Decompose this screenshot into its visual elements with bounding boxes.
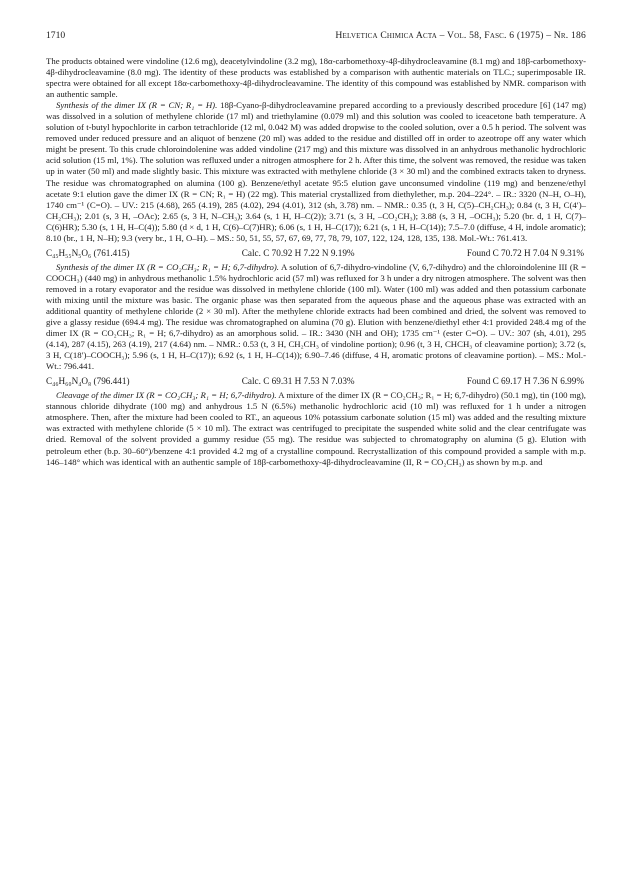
section-heading: Synthesis of the dimer IX (R = CO₂CH₃; R₁ = H; 6,7-dihydro). xyxy=(56,261,279,272)
page xyxy=(46,30,586,468)
section-cyano-dimer xyxy=(46,100,586,244)
section-cleavage xyxy=(46,390,586,467)
analysis-calc: Calc. C 69.31 H 7.53 N 7.03% xyxy=(241,376,355,387)
section-heading: Synthesis of the dimer IX (R = CN; R₁ = H). xyxy=(56,100,218,111)
running-header xyxy=(46,30,586,42)
analysis-found: Found C 69.17 H 7.36 N 6.99% xyxy=(466,376,584,387)
section-text: A solution of 6,7-dihydro-vindoline (V, 6,7-dihydro) and the chloroindolenine III (R = COOCH₃) (440 mg) in anhydrous methanolic 1.5% hydrochloric acid (57 ml) was refluxed for 3 h under a dry nitrogen atmosphere. The solvent was then removed in a rotary evaporator and the residue was dissolved in methylene chloride (100 ml). Water (100 ml) was added and then potassium carbonate with mixing until the mixture was basic. The organic phase was then separated from the aqueous phase and the aqueous phase was extracted with an additional quantity of methylene chloride (2 × 30 ml). After the methylene chloride extracts had been combined and dried, the solvent was removed to give a glassy residue (694.4 mg). The residue was chromatographed on alumina (70 g). Elution with benzene/diethyl ether 4:1 provided 248.4 mg of the dimer IX (R = CO₂CH₃; R₁ = H; 6,7-dihydro) as an amorphous solid. – IR.: 3430 (NH and OH); 1735 cm⁻¹ (ester C=O). – UV.: 307 (sh, 4.01), 295 (4.14), 287 (4.15), 263 (4.19), 217 (4.64) nm. – NMR.: 0.53 (t, 3 H, CH₂CH₃ of vindoline portion); 0.96 (t, 3 H, CHCH₃ of cleavamine portion); 3.72 (s, 3 H, C(18′)–COOCH₃); 5.96 (s, 1 H, H–C(17)); 6.92 (s, 1 H, H–C(14)); 6.90–7.46 (diffuse, 4 H, aromatic protons of cleavamine portion). – MS.: Mol.-Wt.: 796.441. xyxy=(46,261,586,372)
paragraph-products: The products obtained were vindoline (12.6 mg), deacetylvindoline (3.2 mg), 18α-carbomethoxy-4β-dihydrocleavamine (8.1 mg) and 18β-carbomethoxy-4β-dihydrocleavamine (8.0 mg). The identity of these products was established by a comparison with authentic materials on TLC.; superimposable IR. spectra were obtained for all except 18α-carbomethoxy-4β-dihydrocleavamine. The identity of this compound was established by NMR. comparison with an authentic sample. xyxy=(46,56,586,100)
article-body xyxy=(46,56,586,468)
section-heading: Cleavage of the dimer IX (R = CO₂CH₃; R₁ = H; 6,7-dihydro). xyxy=(56,390,277,401)
journal-title: Helvetica Chimica Acta – Vol. 58, Fasc. 6 (1975) – Nr. 186 xyxy=(335,30,586,41)
elemental-analysis xyxy=(46,247,586,259)
molecular-formula: C₄₅H₅₅N₅O₆ (761.415) xyxy=(46,247,130,258)
page-number: 1710 xyxy=(46,30,66,41)
section-text: 18β-Cyano-β-dihydrocleavamine prepared according to a previously described procedure [6] (147 mg) was dissolved in a solution of methylene chloride (17 ml) and triethylamine (0.079 ml) and this solution was cooled to iceacetone bath temperature. A solution of t-butyl hypochlorite in carbon tetrachloride (12 ml, 0.042 M) was added dropwise to the cooled solution, over a 0.5 h period. The solvent was removed under reduced pressure and an aliquot of benzene (20 ml) was added to the residue and distilled off in order to azeotrope off any water which might be present. To this crude chloroindolenine was added vindoline (217 mg) and this mixture was dissolved in an anhydrous methanolic hydrochloric acid solution (15 ml, 1%). The solution was refluxed under a nitrogen atmosphere for 2 h. After this time, the solvent was removed, the residue was taken up in water (50 ml) and made slightly basic. This mixture was extracted with methylene chloride (3 × 30 ml) and the combined extracts taken to dryness. The residue was chromatographed on alumina (100 g). Benzene/ethyl acetate 95:5 elution gave unconsumed vindoline (119 mg) and benzene/ethyl acetate 9:1 elution gave the dimer IX (R = CN; R₁ = H) (22 mg). This material crystallized from diethylether, m.p. 204–224°. – IR.: 3320 (N–H, O–H), 1740 cm⁻¹ (C=O). – UV.: 215 (4.68), 265 (4.19), 285 (4.02), 294 (4.01), 312 (sh, 3.78) nm. – NMR.: 0.35 (t, 3 H, C(5)–CH₂CH₃); 0.84 (t, 3 H, C(4′)–CH₂CH₃); 2.01 (s, 3 H, –OAc); 2.65 (s, 3 H, N–CH₃); 3.64 (s, 1 H, H–C(2)); 3.71 (s, 3 H, –CO₂CH₃); 3.88 (s, 3 H, –OCH₃); 5.20 (br. d, 1 H, C(7)–C(6)HR); 5.30 (s, 1 H, H–C(4)); 5.80 (d × d, 1 H, C(6)–C(7)HR); 6.06 (s, 1 H, H–C(17)); 6.21 (s, 1 H, H–C(14)); 7.5–7.0 (diffuse, 4 H, indole aromatic); 8.10 (br., 1 H, N–H); 9.3 (very br., 1 H, O–H). – MS.: 50, 51, 55, 57, 67, 69, 77, 78, 79, 107, 122, 124, 128, 135, 138. Mol.-Wt.: 761.413. xyxy=(46,100,586,243)
section-text: A mixture of the dimer IX (R = CO₂CH₃; R₁ = H; 6,7-dihydro) (50.1 mg), tin (100 mg), stannous chloride dihydrate (100 mg) and anhydrous 1.5 N (6.5%) methanolic hydrochloric acid (10 ml) was refluxed for 1 h under a nitrogen atmosphere. Then, after the mixture had been cooled to RT., an aqueous 10% potassium carbonate solution (15 ml) was added and the resulting mixture was extracted with methylene chloride (5 × 10 ml). The extract was centrifuged to precipitate the suspended white solid and the clear centrifugate was dried. Removal of the solvent provided a gummy residue (55 mg). The residue was subjected to chromatography on alumina (5 g). Elution with petroleum ether (b.p. 30–60°)/benzene 4:1 provided 4.2 mg of a crystalline compound. Recrystallization of this compound provided a sample with m.p. 146–148° which was identical with an authentic sample of 18β-carbomethoxy-4β-dihydrocleavamine (II, R = CO₂CH₃) as shown by m.p. and xyxy=(46,390,586,467)
section-ester-dimer xyxy=(46,262,586,372)
molecular-formula: C₄₆H₆₀N₄O₈ (796.441) xyxy=(46,376,130,387)
analysis-calc: Calc. C 70.92 H 7.22 N 9.19% xyxy=(241,247,355,258)
elemental-analysis xyxy=(46,375,586,387)
analysis-found: Found C 70.72 H 7.04 N 9.31% xyxy=(466,247,584,258)
